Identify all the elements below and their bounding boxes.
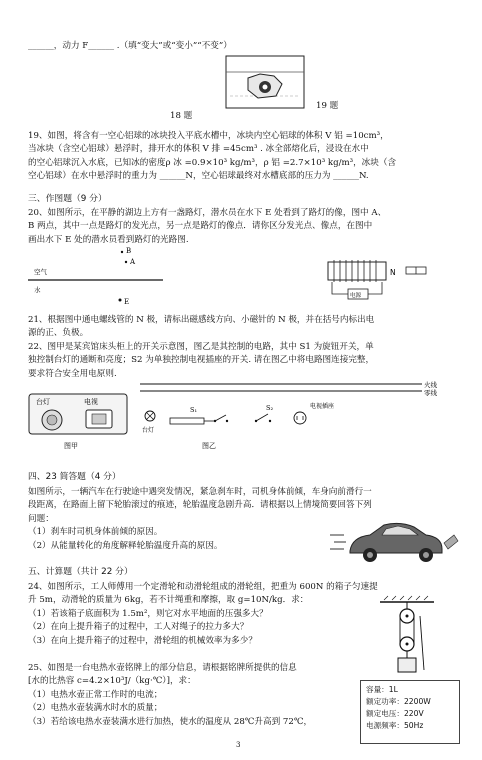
figure-21 bbox=[318, 258, 438, 302]
fig22-lamp-small: 台灯 bbox=[142, 427, 155, 434]
fig22-tv-label: 电视 bbox=[84, 398, 98, 406]
figure-22-b bbox=[140, 380, 460, 460]
fig20-point-e-dot bbox=[119, 299, 122, 302]
q25-line: （3）若给该电热水壶装满水进行加热，使水的温度从 28℃升高到 72℃， bbox=[28, 716, 313, 727]
q20-line: 画出水下 E 处的潜水员看到路灯的光路图. bbox=[28, 234, 189, 245]
fig22-lamp-label: 台灯 bbox=[36, 398, 50, 406]
q23-line: 如图所示，一辆汽车在行驶途中遇突发情况，紧急刹车时，司机身体前倾，车身向前滑行一 bbox=[28, 487, 372, 497]
question-23 bbox=[28, 486, 372, 553]
section-5-heading: 五、计算题（共计 22 分） bbox=[28, 567, 133, 577]
q19-line: 19、如图，将含有一空心铝球的冰块投入平底水槽中，冰块内空心铝球的体积 V 铝 =10cm³， bbox=[28, 131, 389, 141]
q19-line: 空心铝球）在水中悬浮时的重力为 ______N，空心铝球最终对水槽底部的压力为 ______N. bbox=[28, 171, 369, 182]
fig22-s2-label: S₂ bbox=[266, 404, 274, 412]
q18-tail: ______，动力 F______ .（填“变大”或“变小”“不变”） bbox=[28, 41, 232, 51]
section-3-heading: 三、作图题（9 分） bbox=[28, 194, 107, 204]
q25-line: （2）电热水壶装满水时水的质量； bbox=[28, 703, 163, 714]
figure-20 bbox=[28, 248, 168, 310]
s1-blade bbox=[215, 415, 226, 421]
q21-line: 21、根据图中通电螺线管的 N 极，请标出磁感线方向、小磁针的 N 极，并在括号内标出电 bbox=[28, 315, 375, 325]
q24-line: 24、如图所示，工人师傅用一个定滑轮和动滑轮组成的滑轮组，把重为 600N 的箱子匀速提 bbox=[28, 582, 378, 592]
fig20-water-label: 水 bbox=[34, 286, 41, 294]
figure-22-a bbox=[28, 388, 138, 458]
fig20-air-label: 空气 bbox=[34, 268, 47, 276]
motion-lines bbox=[330, 535, 346, 549]
fig20-point-a: A bbox=[130, 258, 136, 266]
question-21 bbox=[28, 314, 460, 341]
question-22 bbox=[28, 341, 460, 381]
fig19-label: 19 题 bbox=[316, 101, 339, 111]
fig22-s1-label: S₁ bbox=[190, 406, 198, 414]
fig20-point-b: B bbox=[126, 247, 132, 255]
fig22-neutral-label: 零线 bbox=[424, 389, 437, 397]
fig22-caption-b: 图乙 bbox=[202, 442, 216, 450]
q24-line: （2）在向上提升箱子的过程中，工人对绳子的拉力多大？ bbox=[28, 622, 249, 633]
spec-power: 额定功率：2200W bbox=[366, 697, 431, 707]
q24-line: 升 5m，动滑轮的质量为 6kg，若不计绳重和摩擦，取 g=10N/kg．求： bbox=[28, 595, 309, 606]
q23-line: 问题： bbox=[28, 513, 54, 524]
s2-blade bbox=[256, 414, 268, 421]
q19-line: 的空心铝球沉入水底，已知冰的密度ρ 冰 =0.9×10³ kg/m³，ρ 铝 =2.7×10³ kg/m³，冰块（含 bbox=[28, 157, 397, 168]
spec-voltage: 额定电压：220V bbox=[366, 709, 424, 719]
q24-line: （3）在向上提升箱子的过程中，滑轮组的机械效率为多少？ bbox=[28, 635, 257, 646]
q23-line: 段距离，在路面上留下轮胎滚过的痕迹，轮胎温度急剧升高．请根据以上情境简要回答下列 bbox=[28, 500, 372, 511]
kettle-nameplate bbox=[360, 680, 460, 744]
fig21-n-pole: N bbox=[390, 268, 396, 277]
box bbox=[398, 658, 416, 672]
page-number: 3 bbox=[236, 741, 241, 749]
car-figure bbox=[330, 515, 460, 570]
fig22-live-label: 火线 bbox=[424, 381, 437, 389]
section-4-heading: 四、23 简答题（4 分） bbox=[28, 472, 121, 482]
q23-line: （1）刹车时司机身体前倾的原因。 bbox=[28, 527, 163, 538]
q20-line: 20、如图所示，在平静的湖边上方有一盏路灯，潜水员在水下 E 处看到了路灯的像，图中 A、 bbox=[28, 208, 387, 218]
fig22-socket-label: 电视插座 bbox=[310, 403, 335, 410]
q21-line: 源的正、负极。 bbox=[28, 328, 89, 339]
fig18-label: 18 题 bbox=[170, 111, 193, 121]
question-20 bbox=[28, 207, 460, 247]
q23-line: （2）从能量转化的角度解释轮胎温度升高的原因。 bbox=[28, 540, 223, 551]
fig22-caption-a: 图甲 bbox=[64, 442, 78, 450]
q22-line: 要求符合安全用电原则. bbox=[28, 368, 117, 379]
obstacle bbox=[444, 535, 458, 549]
q25-line: 25、如图是一台电热水壶铭牌上的部分信息，请根据铭牌所提供的信息 bbox=[28, 663, 297, 673]
question-19 bbox=[28, 130, 460, 184]
question-25 bbox=[28, 662, 358, 729]
s1-rheostat bbox=[170, 418, 204, 424]
q22-line: 独控制台灯的通断和亮度；S2 为单独控制电视插座的开关. 请在图乙中将电路图连接完整， bbox=[28, 355, 375, 366]
solenoid-core bbox=[328, 262, 386, 280]
q24-line: （1）若该箱子底面积为 1.5m²，则它对水平地面的压强多大？ bbox=[28, 608, 268, 619]
q25-line: （1）电热水壶正常工作时的电流； bbox=[28, 689, 163, 700]
tv-socket-symbol bbox=[294, 412, 306, 424]
pull-rope bbox=[420, 616, 424, 670]
q25-line: [水的比热容 c=4.2×10³J/（kg·℃）]，求： bbox=[28, 676, 196, 687]
q20-line: B 两点，其中一点是路灯的发光点，另一点是路灯的像点．请你区分发光点、像点，在图中 bbox=[28, 221, 373, 232]
spec-frequency: 电源频率：50Hz bbox=[366, 721, 424, 731]
q19-line: 当冰块（含空心铝球）悬浮时，排开水的体积 V 排 =45cm³ . 冰全部熔化后，浸设在水中 bbox=[28, 144, 369, 155]
fig20-point-e: E bbox=[124, 298, 130, 306]
spec-capacity: 容量：1L bbox=[366, 685, 398, 694]
fig21-power-label: 电源 bbox=[350, 293, 362, 299]
pulley-figure bbox=[378, 600, 438, 680]
q22-line: 22、图甲是某宾馆床头柜上的开关示意图，图乙是其控制的电路，其中 S1 为旋钮开关，单 bbox=[28, 342, 374, 352]
